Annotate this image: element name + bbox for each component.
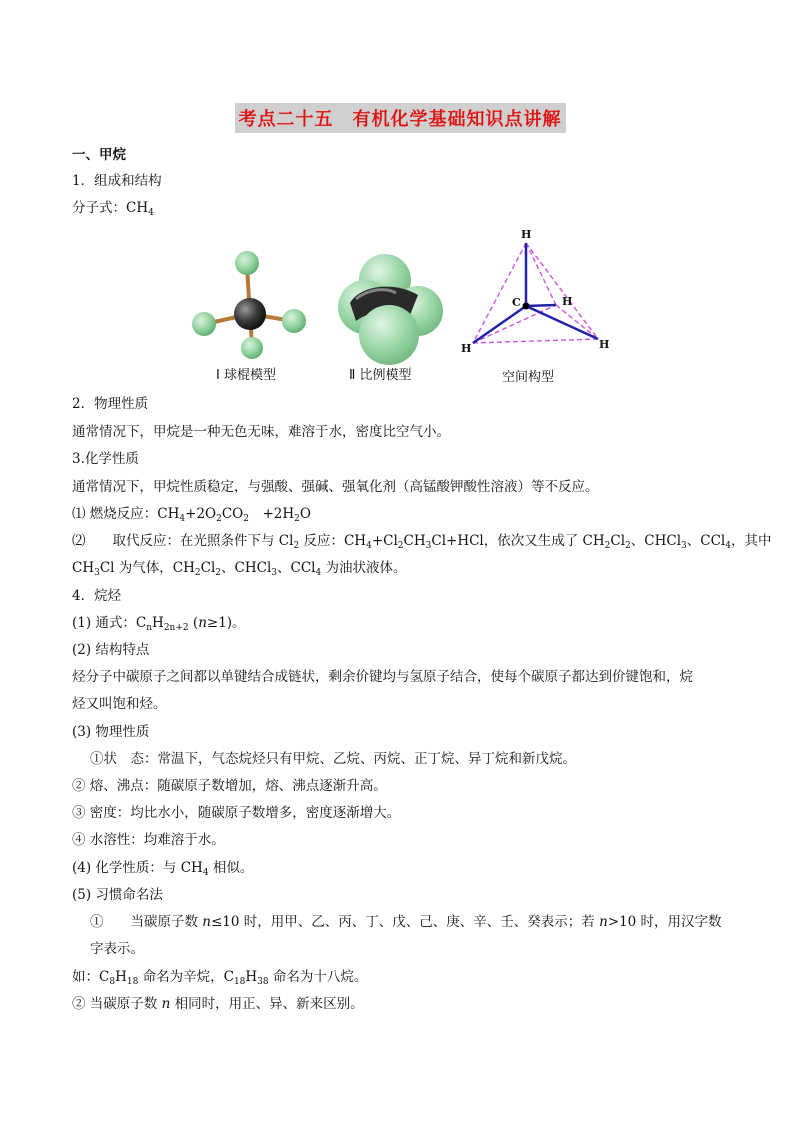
- section-chemical: 3.化学性质: [72, 451, 139, 467]
- label-h-top: H: [521, 228, 532, 241]
- section-composition: 1．组成和结构: [72, 173, 162, 189]
- structure-text-1: 烃分子中碳原子之间都以单键结合成链状，剩余价键均与氢原子结合，使每个碳原子都达到价键饱和，烷: [72, 669, 693, 685]
- section-physical: 2．物理性质: [72, 396, 149, 412]
- page-title: 考点二十五 有机化学基础知识点讲解: [235, 103, 566, 133]
- melting-item: ② 熔、沸点：随碳原子数增加，熔、沸点逐渐升高。: [72, 778, 387, 794]
- physical-heading: (3) 物理性质: [72, 724, 150, 740]
- chemical-text: 通常情况下，甲烷性质稳定，与强酸、强碱、强氧化剂（高锰酸钾酸性溶液）等不反应。: [72, 479, 599, 495]
- spatial-structure: [473, 243, 598, 343]
- substitution-line-2: $CH_3Cl$ 为气体，$CH_2Cl_2$、CHCl$_3$、CCl$_4$ 为油状液体。: [72, 560, 407, 578]
- section-alkanes: 4．烷烃: [72, 588, 122, 604]
- substitution-line-1: ⑵ 取代反应：在光照条件下与 $Cl_2$ 反应：$CH_4+Cl_2CH_3Cl+HCl$，依次又生成了 $CH_2Cl_2$、CHCl$_3$、CCl$_4$，其中: [72, 533, 772, 551]
- structure-text-2: 烃又叫饱和烃。: [72, 696, 167, 712]
- density-item: ③ 密度：均比水小，随碳原子数增多，密度逐渐增大。: [72, 805, 401, 821]
- general-formula: (1) 通式：$C_nH_{2n+2}$ (n≥1)。: [72, 615, 246, 633]
- physical-text: 通常情况下，甲烷是一种无色无味，难溶于水，密度比空气小。: [72, 424, 450, 440]
- label-h-right: H: [562, 295, 573, 308]
- caption-spatial: 空间构型: [502, 370, 555, 385]
- naming-rule-1: ① 当碳原子数 n≤10 时，用甲、乙、丙、丁、戊、己、庚、辛、壬、癸表示；若 n>10 时，用汉字数: [90, 914, 722, 930]
- heading-methane: 一、甲烷: [72, 147, 126, 163]
- state-item: ①状 态：常温下，气态烷烃只有甲烷、乙烷、丙烷、正丁烷、异丁烷和新戊烷。: [90, 751, 576, 767]
- label-h-bottom-right: H: [599, 338, 610, 351]
- naming-rule-1-cont: 字表示。: [90, 941, 144, 957]
- naming-rule-2: ② 当碳原子数 n 相同时，用正、异、新来区别。: [72, 996, 364, 1012]
- label-c: C: [512, 296, 521, 309]
- molecular-formula: 分子式：$CH_4$: [72, 200, 154, 218]
- ball-stick-model: [192, 251, 306, 359]
- naming-example: 如：$C_8H_{18}$ 命名为辛烷，$C_{18}H_{38}$ 命名为十八烷。: [72, 969, 368, 987]
- space-fill-model: [338, 254, 443, 365]
- structure-heading: (2) 结构特点: [72, 642, 150, 658]
- chemical-property: (4) 化学性质：与 $CH_4$ 相似。: [72, 860, 254, 878]
- caption-space-fill: Ⅱ 比例模型: [349, 368, 412, 383]
- solubility-item: ④ 水溶性：均难溶于水。: [72, 832, 225, 848]
- caption-ball-stick: Ⅰ 球棍模型: [216, 368, 276, 383]
- naming-heading: (5) 习惯命名法: [72, 887, 163, 903]
- combustion-reaction: ⑴ 燃烧反应：$CH_4+2O_2CO_2$ $+2H_2O$: [72, 506, 311, 524]
- label-h-left: H: [461, 342, 472, 355]
